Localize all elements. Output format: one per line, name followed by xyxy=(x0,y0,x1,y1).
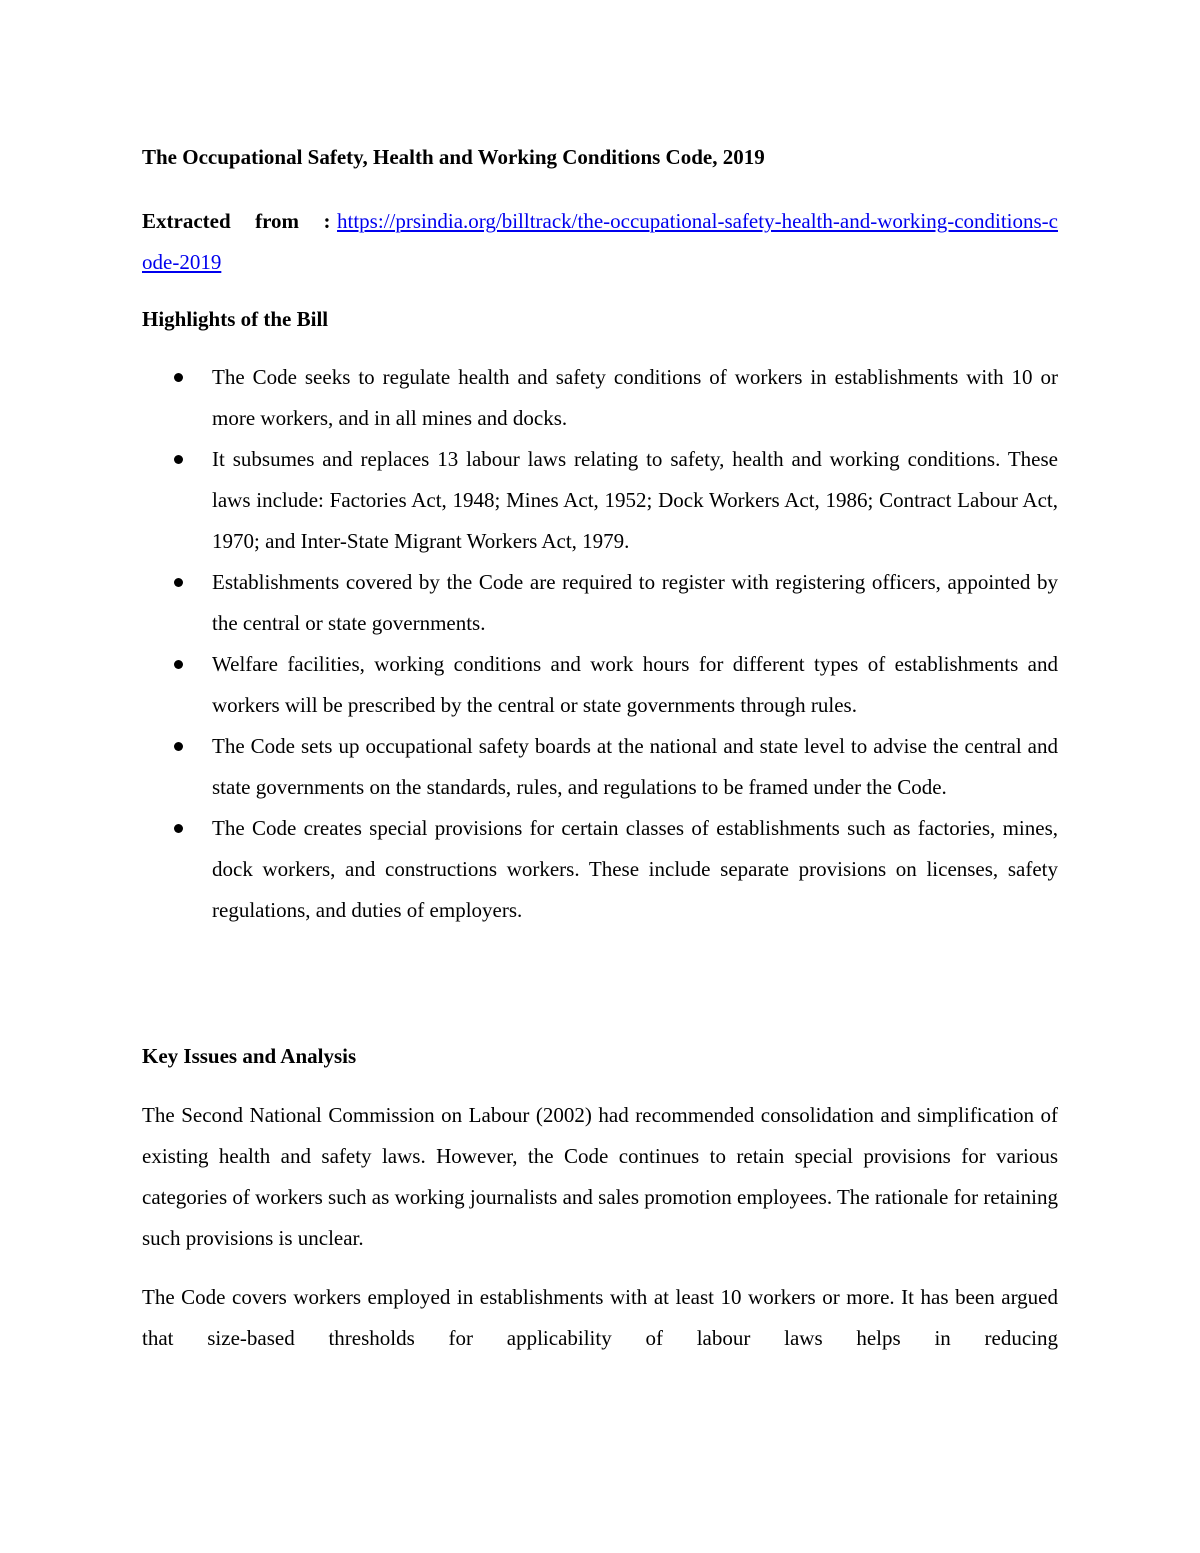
bullet-icon xyxy=(174,660,183,669)
highlight-item xyxy=(142,357,1058,439)
issues-heading: Key Issues and Analysis xyxy=(142,1044,357,1068)
highlight-text: It subsumes and replaces 13 labour laws relating to safety, health and working conditions. These laws include: Factories Act, 1948; Mines Act, 1952; Dock Workers Act, 1986; Contract Labour Act, 1970; and Inter-State Migrant Workers Act, 1979. xyxy=(212,447,1058,553)
source-line xyxy=(142,201,1058,283)
highlight-item xyxy=(142,439,1058,562)
bullet-icon xyxy=(174,455,183,464)
issues-paragraph xyxy=(142,1095,1058,1259)
source-label: Extracted from : xyxy=(142,209,331,233)
highlight-text: Establishments covered by the Code are required to register with registering officers, appointed by the central or state governments. xyxy=(212,570,1058,635)
highlight-item xyxy=(142,808,1058,931)
highlight-text: The Code creates special provisions for certain classes of establishments such as factories, mines, dock workers, and constructions workers. These include separate provisions on licenses, safety regulations, and duties of employers. xyxy=(212,816,1058,922)
source-link[interactable]: https://prsindia.org/billtrack/the-occupational-safety-health-and-working-conditions-code-2019 xyxy=(142,209,1058,274)
highlight-text: The Code sets up occupational safety boards at the national and state level to advise the central and state governments on the standards, rules, and regulations to be framed under the Code. xyxy=(212,734,1058,799)
document-title: The Occupational Safety, Health and Working Conditions Code, 2019 xyxy=(142,145,765,169)
highlights-heading: Highlights of the Bill xyxy=(142,307,329,331)
highlight-item xyxy=(142,562,1058,644)
highlight-text: The Code seeks to regulate health and safety conditions of workers in establishments with 10 or more workers, and in all mines and docks. xyxy=(212,365,1058,430)
highlight-text: Welfare facilities, working conditions and work hours for different types of establishments and workers will be prescribed by the central or state governments through rules. xyxy=(212,652,1058,717)
bullet-icon xyxy=(174,824,183,833)
issues-paragraph-text: The Second National Commission on Labour (2002) had recommended consolidation and simplification of existing health and safety laws. However, the Code continues to retain special provisions for various categories of workers such as working journalists and sales promotion employees. The rationale for retaining such provisions is unclear. xyxy=(142,1103,1058,1250)
issues-paragraph-text: The Code covers workers employed in establishments with at least 10 workers or more. It has been argued that size-based thresholds for applicability of labour laws helps in reducing xyxy=(142,1285,1058,1350)
bullet-icon xyxy=(174,373,183,382)
bullet-icon xyxy=(174,742,183,751)
issues-paragraph xyxy=(142,1277,1058,1400)
highlight-item xyxy=(142,644,1058,726)
bullet-icon xyxy=(174,578,183,587)
highlights-list xyxy=(142,357,1058,931)
highlight-item xyxy=(142,726,1058,808)
